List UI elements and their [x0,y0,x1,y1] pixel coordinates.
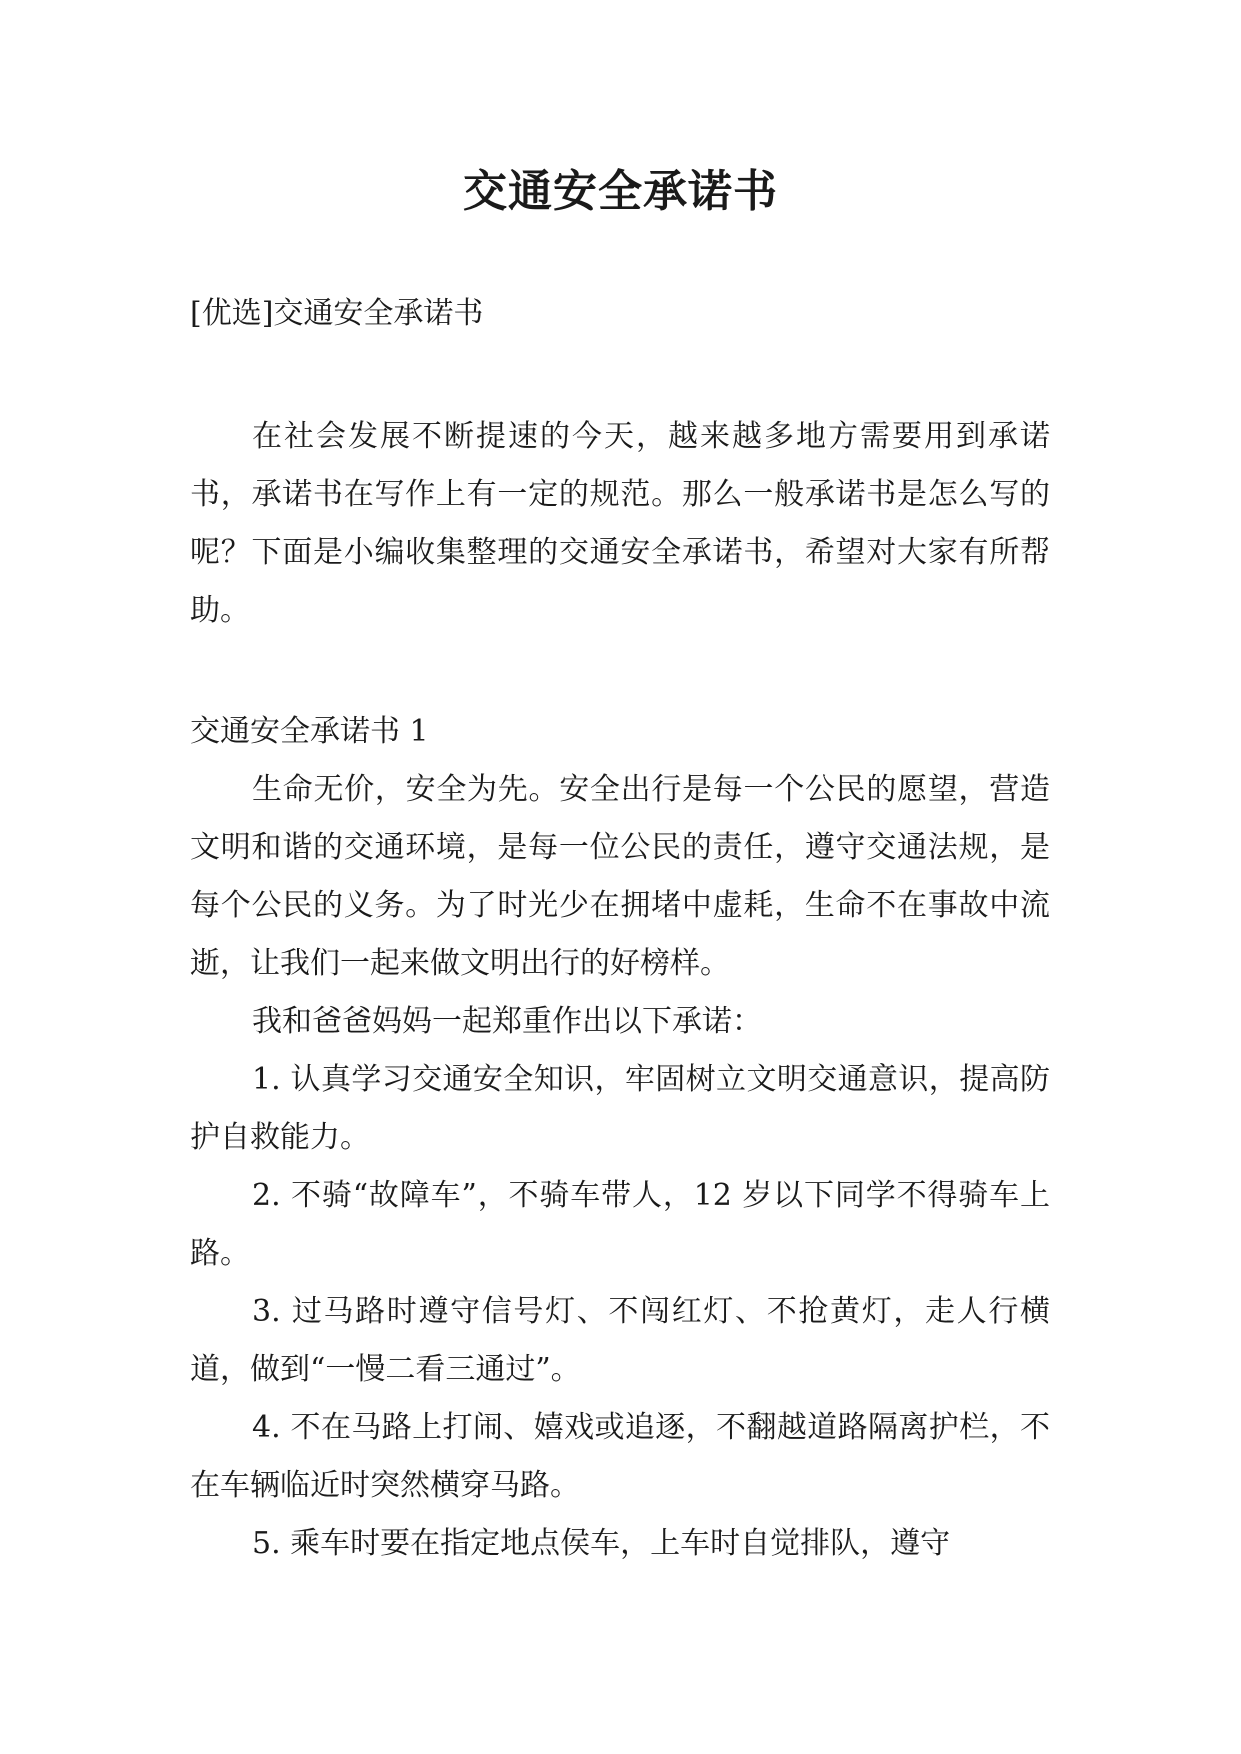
document-title: 交通安全承诺书 [463,166,778,217]
section-paragraph: 生命无价，安全为先。安全出行是每一个公民的愿望，营造文明和谐的交通环境，是每一位公民的责任，遵守交通法规，是每个公民的义务。为了时光少在拥堵中虚耗，生命不在事故中流逝，让我们一起来做文明出行的好榜样。 [190,772,1050,981]
list-item: 2. 不骑“故障车”，不骑车带人，12 岁以下同学不得骑车上路。 [190,1178,1050,1271]
intro-paragraph: 在社会发展不断提速的今天，越来越多地方需要用到承诺书，承诺书在写作上有一定的规范。那么一般承诺书是怎么写的呢？下面是小编收集整理的交通安全承诺书，希望对大家有所帮助。 [190,419,1050,628]
list-item: 4. 不在马路上打闹、嬉戏或追逐，不翻越道路隔离护栏，不在车辆临近时突然横穿马路。 [190,1410,1050,1503]
list-item: 1. 认真学习交通安全知识，牢固树立文明交通意识，提高防护自救能力。 [190,1062,1050,1155]
document-subtitle: [优选]交通安全承诺书 [190,296,484,331]
list-item: 3. 过马路时遵守信号灯、不闯红灯、不抢黄灯，走人行横道，做到“一慢二看三通过”。 [190,1294,1050,1387]
promise-intro-paragraph: 我和爸爸妈妈一起郑重作出以下承诺： [252,1004,762,1039]
list-item: 5. 乘车时要在指定地点侯车，上车时自觉排队，遵守 [252,1526,951,1561]
section-heading: 交通安全承诺书 1 [190,714,429,749]
